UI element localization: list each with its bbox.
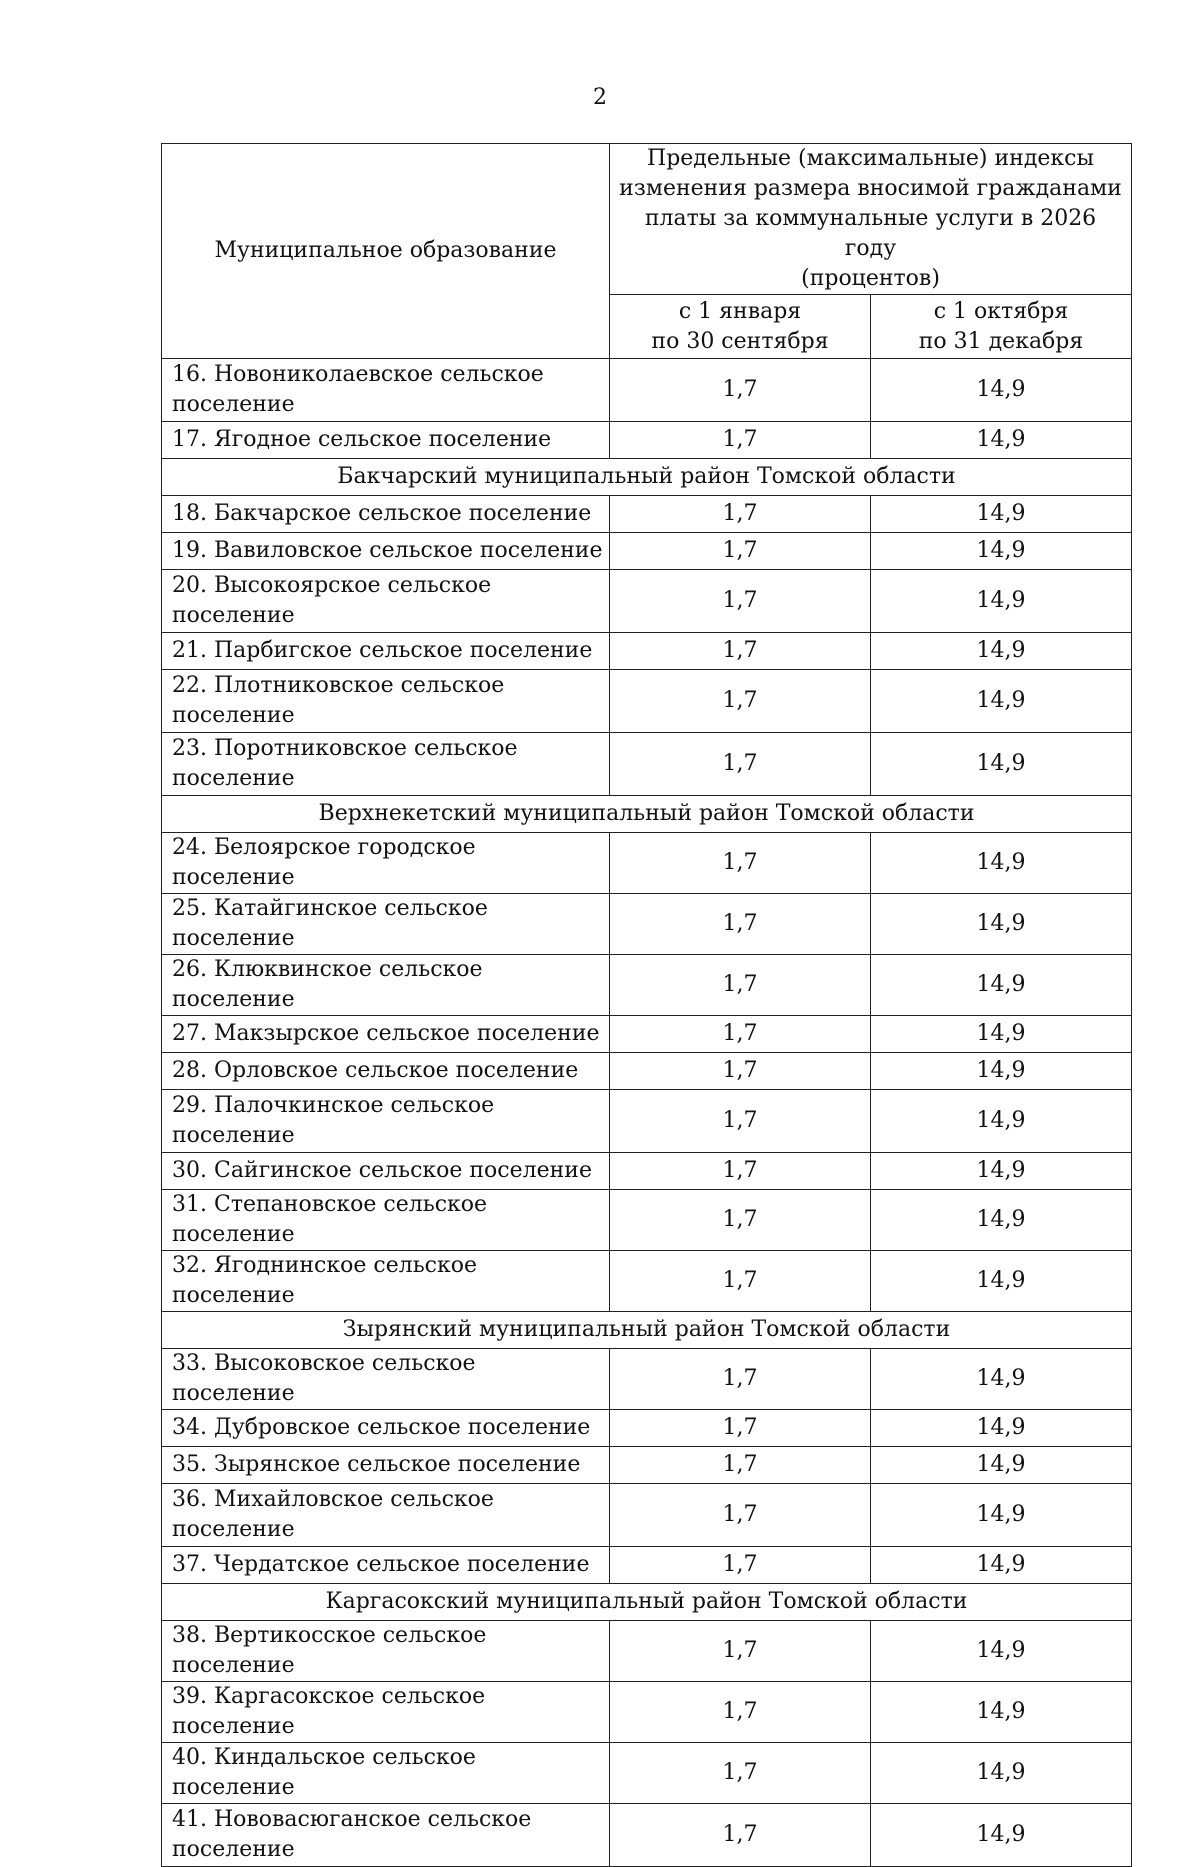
index-jan-sep: 1,7 <box>610 1090 871 1153</box>
index-jan-sep: 1,7 <box>610 955 871 1016</box>
municipality-name <box>162 1682 610 1743</box>
index-jan-sep: 1,7 <box>610 1251 871 1312</box>
table-row <box>162 359 1132 422</box>
index-oct-dec: 14,9 <box>871 894 1132 955</box>
table-body <box>162 359 1132 1867</box>
district-title: Верхнекетский муниципальный район Томской области <box>162 796 1132 833</box>
table-row <box>162 1682 1132 1743</box>
district-header-row <box>162 796 1132 833</box>
municipality-name <box>162 1804 610 1867</box>
index-jan-sep: 1,7 <box>610 1682 871 1743</box>
municipality-name-line: поселение <box>172 1517 295 1542</box>
municipality-name-line: 18. Бакчарское сельское поселение <box>172 501 592 526</box>
index-oct-dec: 14,9 <box>871 1447 1132 1484</box>
district-header-row <box>162 1312 1132 1349</box>
municipality-name <box>162 955 610 1016</box>
table-row <box>162 1410 1132 1447</box>
municipality-name-line: 40. Киндальское сельское поселение <box>172 1745 476 1800</box>
header-line: платы за коммунальные услуги в 2026 году <box>644 206 1097 261</box>
index-jan-sep: 1,7 <box>610 359 871 422</box>
table-row <box>162 1053 1132 1090</box>
municipality-name <box>162 1547 610 1584</box>
index-oct-dec: 14,9 <box>871 1090 1132 1153</box>
municipality-name <box>162 496 610 533</box>
municipality-name-line: поселение <box>172 392 295 417</box>
municipality-name-line: 28. Орловское сельское поселение <box>172 1058 579 1083</box>
index-oct-dec: 14,9 <box>871 1804 1132 1867</box>
district-header-row <box>162 459 1132 496</box>
index-oct-dec: 14,9 <box>871 1190 1132 1251</box>
index-oct-dec: 14,9 <box>871 1251 1132 1312</box>
table-row <box>162 955 1132 1016</box>
index-oct-dec: 14,9 <box>871 422 1132 459</box>
municipality-name-line: 16. Новониколаевское сельское <box>172 362 544 387</box>
index-oct-dec: 14,9 <box>871 833 1132 894</box>
table-row <box>162 1153 1132 1190</box>
tariff-index-table <box>161 143 1132 1867</box>
district-title: Бакчарский муниципальный район Томской области <box>162 459 1132 496</box>
municipality-name-line: 30. Сайгинское сельское поселение <box>172 1158 592 1183</box>
header-municipality: Муниципальное образование <box>162 144 610 359</box>
municipality-name <box>162 894 610 955</box>
table-row <box>162 422 1132 459</box>
header-index-group <box>610 144 1132 295</box>
table-row <box>162 894 1132 955</box>
municipality-name-line: поселение <box>172 1837 295 1862</box>
header-line: (процентов) <box>801 266 940 291</box>
municipality-name <box>162 833 610 894</box>
municipality-name-line: 36. Михайловское сельское <box>172 1487 494 1512</box>
table-row <box>162 1743 1132 1804</box>
index-oct-dec: 14,9 <box>871 1349 1132 1410</box>
index-jan-sep: 1,7 <box>610 1053 871 1090</box>
header-line: с 1 января <box>678 298 802 324</box>
index-oct-dec: 14,9 <box>871 570 1132 633</box>
municipality-name <box>162 670 610 733</box>
header-line: с 1 октября <box>933 298 1069 324</box>
municipality-name <box>162 1447 610 1484</box>
index-oct-dec: 14,9 <box>871 496 1132 533</box>
index-oct-dec: 14,9 <box>871 1410 1132 1447</box>
index-oct-dec: 14,9 <box>871 533 1132 570</box>
municipality-name <box>162 1190 610 1251</box>
municipality-name-line: 26. Клюквинское сельское поселение <box>172 957 483 1012</box>
municipality-name <box>162 1016 610 1053</box>
municipality-name-line: 32. Ягоднинское сельское поселение <box>172 1253 478 1308</box>
municipality-name <box>162 533 610 570</box>
index-jan-sep: 1,7 <box>610 1743 871 1804</box>
district-title: Зырянский муниципальный район Томской области <box>162 1312 1132 1349</box>
municipality-name <box>162 733 610 796</box>
table-row <box>162 1016 1132 1053</box>
header-line: Предельные (максимальные) индексы <box>647 146 1094 171</box>
index-oct-dec: 14,9 <box>871 1053 1132 1090</box>
index-oct-dec: 14,9 <box>871 670 1132 733</box>
municipality-name <box>162 359 610 422</box>
index-jan-sep: 1,7 <box>610 633 871 670</box>
table-row <box>162 1621 1132 1682</box>
index-jan-sep: 1,7 <box>610 422 871 459</box>
table-row <box>162 1484 1132 1547</box>
index-oct-dec: 14,9 <box>871 1621 1132 1682</box>
municipality-name <box>162 1251 610 1312</box>
table-row <box>162 833 1132 894</box>
municipality-name-line: 34. Дубровское сельское поселение <box>172 1415 591 1440</box>
index-oct-dec: 14,9 <box>871 1547 1132 1584</box>
index-jan-sep: 1,7 <box>610 1190 871 1251</box>
index-oct-dec: 14,9 <box>871 955 1132 1016</box>
district-header-row <box>162 1584 1132 1621</box>
index-jan-sep: 1,7 <box>610 1547 871 1584</box>
index-jan-sep: 1,7 <box>610 1804 871 1867</box>
index-oct-dec: 14,9 <box>871 1743 1132 1804</box>
municipality-name-line: 24. Белоярское городское поселение <box>172 835 476 890</box>
municipality-name <box>162 1053 610 1090</box>
municipality-name <box>162 1349 610 1410</box>
municipality-name-line: поселение <box>172 703 295 728</box>
municipality-name-line: поселение <box>172 1123 295 1148</box>
index-jan-sep: 1,7 <box>610 1153 871 1190</box>
index-jan-sep: 1,7 <box>610 670 871 733</box>
municipality-name-line: 27. Макзырское сельское поселение <box>172 1021 600 1046</box>
municipality-name-line: поселение <box>172 766 295 791</box>
index-jan-sep: 1,7 <box>610 1410 871 1447</box>
table-row <box>162 733 1132 796</box>
header-period-jan-sep <box>610 295 871 359</box>
index-jan-sep: 1,7 <box>610 533 871 570</box>
index-jan-sep: 1,7 <box>610 733 871 796</box>
municipality-name-line: 39. Каргасокское сельское поселение <box>172 1684 486 1739</box>
index-jan-sep: 1,7 <box>610 1621 871 1682</box>
index-jan-sep: 1,7 <box>610 1349 871 1410</box>
table-row <box>162 1547 1132 1584</box>
municipality-name <box>162 1743 610 1804</box>
index-jan-sep: 1,7 <box>610 1447 871 1484</box>
table-header <box>162 144 1132 359</box>
municipality-name <box>162 1153 610 1190</box>
municipality-name-line: 35. Зырянское сельское поселение <box>172 1452 581 1477</box>
municipality-name-line: 41. Нововасюганское сельское <box>172 1807 532 1832</box>
municipality-name <box>162 1621 610 1682</box>
district-title: Каргасокский муниципальный район Томской области <box>162 1584 1132 1621</box>
municipality-name <box>162 570 610 633</box>
index-oct-dec: 14,9 <box>871 1016 1132 1053</box>
table-row <box>162 1190 1132 1251</box>
table-row <box>162 1090 1132 1153</box>
table-row <box>162 1251 1132 1312</box>
index-jan-sep: 1,7 <box>610 894 871 955</box>
index-oct-dec: 14,9 <box>871 1682 1132 1743</box>
municipality-name-line: 33. Высоковское сельское поселение <box>172 1351 476 1406</box>
municipality-name-line: 38. Вертикосское сельское поселение <box>172 1623 487 1678</box>
index-jan-sep: 1,7 <box>610 833 871 894</box>
index-jan-sep: 1,7 <box>610 1016 871 1053</box>
table-row <box>162 533 1132 570</box>
table-row <box>162 633 1132 670</box>
municipality-name-line: 31. Степановское сельское поселение <box>172 1192 488 1247</box>
municipality-name-line: 37. Чердатское сельское поселение <box>172 1552 590 1577</box>
table-row <box>162 570 1132 633</box>
municipality-name-line: 22. Плотниковское сельское <box>172 673 505 698</box>
municipality-name-line: 29. Палочкинское сельское <box>172 1093 495 1118</box>
municipality-name-line: поселение <box>172 603 295 628</box>
table-row <box>162 670 1132 733</box>
municipality-name <box>162 633 610 670</box>
municipality-name-line: 21. Парбигское сельское поселение <box>172 638 593 663</box>
municipality-name-line: 25. Катайгинское сельское поселение <box>172 896 488 951</box>
header-line: изменения размера вносимой гражданами <box>619 176 1122 201</box>
header-line: по 31 декабря <box>918 328 1084 354</box>
municipality-name-line: 20. Высокоярское сельское <box>172 573 492 598</box>
municipality-name <box>162 422 610 459</box>
table-row <box>162 1447 1132 1484</box>
header-line: по 30 сентября <box>651 328 829 354</box>
header-period-oct-dec <box>871 295 1132 359</box>
index-oct-dec: 14,9 <box>871 359 1132 422</box>
municipality-name-line: 17. Ягодное сельское поселение <box>172 427 552 452</box>
municipality-name-line: 19. Вавиловское сельское поселение <box>172 538 603 563</box>
municipality-name <box>162 1090 610 1153</box>
table-row <box>162 1804 1132 1867</box>
index-jan-sep: 1,7 <box>610 496 871 533</box>
index-jan-sep: 1,7 <box>610 1484 871 1547</box>
page-number: 2 <box>593 85 607 110</box>
municipality-name <box>162 1410 610 1447</box>
index-oct-dec: 14,9 <box>871 733 1132 796</box>
index-oct-dec: 14,9 <box>871 633 1132 670</box>
index-oct-dec: 14,9 <box>871 1153 1132 1190</box>
table-row <box>162 1349 1132 1410</box>
index-oct-dec: 14,9 <box>871 1484 1132 1547</box>
table-row <box>162 496 1132 533</box>
municipality-name-line: 23. Поротниковское сельское <box>172 736 518 761</box>
municipality-name <box>162 1484 610 1547</box>
index-jan-sep: 1,7 <box>610 570 871 633</box>
